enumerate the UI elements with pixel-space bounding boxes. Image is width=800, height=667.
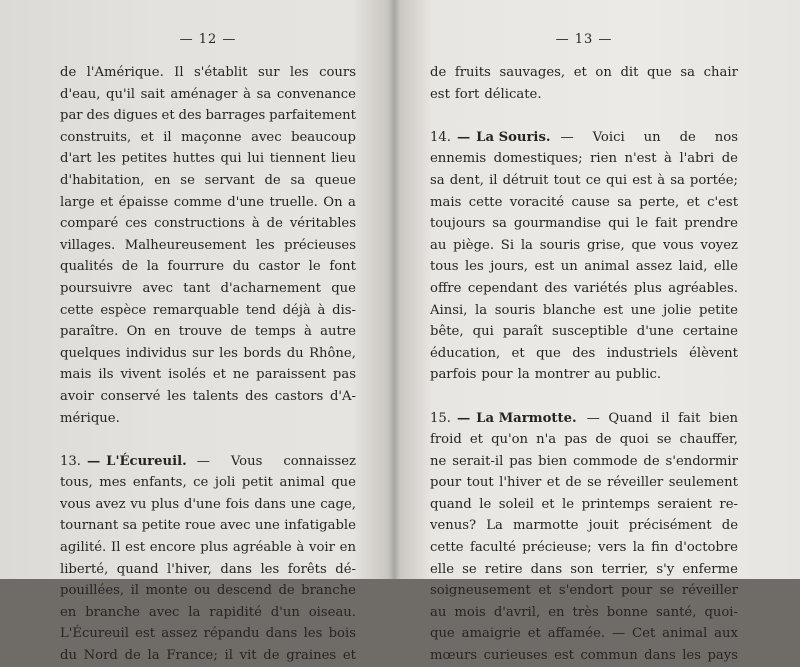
text-line: bête, qui paraît susceptible d'une certaine xyxy=(430,324,738,340)
text-line: large et épaisse comme d'une truelle. On a xyxy=(60,194,356,210)
text-line: comparé ces constructions à de véritables xyxy=(60,216,356,232)
text-line: villages. Malheureusement les précieuses xyxy=(60,237,356,253)
text-line: est fort délicate. xyxy=(430,86,542,102)
text-line: construits, et il maçonne avec beaucoup xyxy=(60,129,356,145)
text-line: d'habitation, en se servant de sa queue xyxy=(60,172,356,188)
text-line: éducation, et que des industriels élèvent xyxy=(430,345,738,361)
text-line: vous avez vu plus d'une fois dans une cage, xyxy=(60,496,356,512)
text-line: tous, mes enfants, ce joli petit animal que xyxy=(60,475,356,491)
text-line: au mois d'avril, en très bonne santé, quoi- xyxy=(430,604,738,620)
section-heading-line xyxy=(430,127,738,149)
text-line: mais ils vivent isolés et ne paraissent pas xyxy=(60,367,356,383)
section-heading-line xyxy=(60,451,356,473)
text-line: ne serait-il pas bien commode de s'endormir xyxy=(430,453,738,469)
text-line: tous les jours, est un animal assez laid, elle xyxy=(430,259,738,275)
text-line: offre cependant des variétés plus agréables. xyxy=(430,280,738,296)
section-title: La Marmotte. xyxy=(476,410,577,426)
text-line: par des digues et des barrages parfaitement xyxy=(60,108,356,124)
text-line: d'art les petites huttes qui lui tiennent lieu xyxy=(60,151,356,167)
text-line: elle se retire dans son terrier, s'y enferme xyxy=(430,561,738,577)
text-line: froid et qu'on n'a pas de quoi se chauffer, xyxy=(430,432,738,448)
section-14 xyxy=(430,127,738,386)
page-text xyxy=(60,62,356,667)
section-15 xyxy=(430,408,738,667)
section-title: La Souris. xyxy=(476,129,551,145)
text-line: pouillées, il monte ou descend de branche xyxy=(60,583,356,599)
beaver-paragraph xyxy=(60,62,356,429)
text-line: parfois pour la montrer au public. xyxy=(430,367,662,383)
text-line: venus? La marmotte jouit précisément de xyxy=(430,518,738,534)
text-line: qualités de la fourrure du castor le font xyxy=(60,259,356,275)
text-line: de l'Amérique. Il s'établit sur les cours xyxy=(60,65,356,80)
section-13 xyxy=(60,451,356,667)
text-line: en branche avec la rapidité d'un oiseau. xyxy=(60,604,356,620)
text-line: paraître. On en trouve de temps à autre xyxy=(60,324,356,340)
text-line: de fruits sauvages, et on dit que sa chair xyxy=(430,65,738,80)
text-line: au piège. Si la souris grise, que vous voyez xyxy=(430,237,738,253)
text-line: sa dent, il détruit tout ce qui est à sa portée; xyxy=(430,172,738,188)
section-heading-rest: — Quand il fait bien xyxy=(586,410,738,426)
page-number: — 12 — xyxy=(179,32,237,47)
section-dash: — xyxy=(456,129,471,145)
text-line: quand le soleil et le printemps seraient re- xyxy=(430,496,738,512)
text-line: quelques individus sur les bords du Rhône, xyxy=(60,345,356,361)
page-number: — 13 — xyxy=(555,32,613,47)
text-line: tournant sa petite roue avec une infatigable xyxy=(60,518,356,534)
section-dash: — xyxy=(456,410,471,426)
text-line: Ainsi, la souris blanche est une jolie petite xyxy=(430,302,738,318)
text-line: ennemis domestiques; rien n'est à l'abri de xyxy=(430,151,738,167)
text-line: L'Écureuil est assez répandu dans les bois xyxy=(60,626,356,642)
section-number: 15. xyxy=(430,410,451,426)
text-line: du Nord de la France; il vit de graines et xyxy=(60,648,356,664)
text-line: d'eau, qu'il sait aménager à sa convenance xyxy=(60,86,356,102)
text-line: poursuivre avec tant d'acharnement que xyxy=(60,280,356,296)
text-line: avoir conservé les talents des castors d'A- xyxy=(60,388,356,404)
section-heading-rest: — Voici un de nos xyxy=(560,129,738,145)
left-page xyxy=(60,0,356,664)
text-line: mais cette voracité cause sa perte, et c'est xyxy=(430,194,738,210)
section-dash: — xyxy=(86,453,101,469)
text-line: cette faculté précieuse; vers la fin d'octobre xyxy=(430,540,738,556)
text-line: mœurs curieuses est commun dans les pays xyxy=(430,648,738,664)
section-heading-line xyxy=(430,408,738,430)
section-number: 14. xyxy=(430,129,451,145)
page-text xyxy=(430,62,738,667)
right-page xyxy=(430,0,738,664)
section-heading-rest: — Vous connaissez xyxy=(196,453,356,469)
text-line: soigneusement et s'endort pour se réveiller xyxy=(430,583,738,599)
text-line: agilité. Il est encore plus agréable à voir en xyxy=(60,540,356,556)
text-line: pour tout l'hiver et de se réveiller seulement xyxy=(430,475,738,491)
section-title: L'Écureuil. xyxy=(106,453,187,469)
text-line: que amaigrie et affamée. — Cet animal aux xyxy=(430,626,738,642)
section-number: 13. xyxy=(60,453,81,469)
squirrel-paragraph-end xyxy=(430,62,738,105)
text-line: toujours sa gourmandise qui le fait prendre xyxy=(430,216,738,232)
text-line: mérique. xyxy=(60,410,120,426)
text-line: cette espèce remarquable tend déjà à dis- xyxy=(60,302,356,318)
text-line: liberté, quand l'hiver, dans les forêts dé- xyxy=(60,561,356,577)
